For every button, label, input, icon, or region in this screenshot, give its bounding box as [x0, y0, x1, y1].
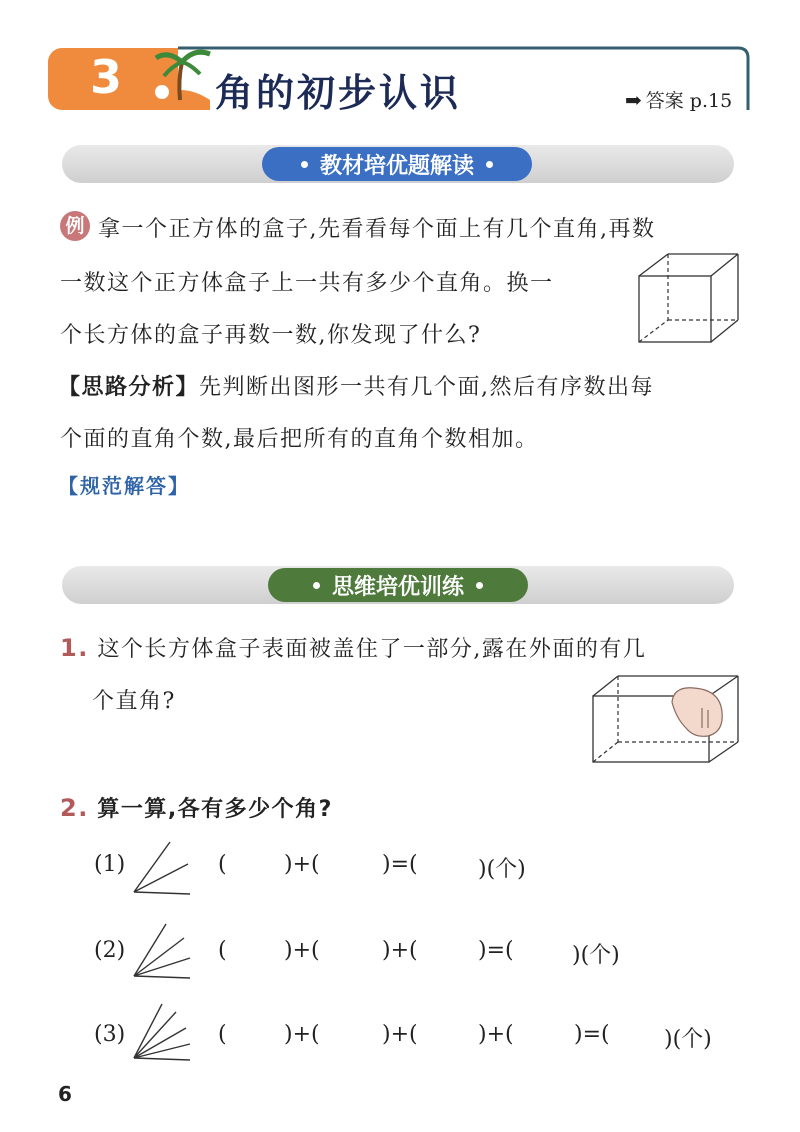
example-text-line: 一数这个正方体盒子上一共有多少个直角。换一 [60, 271, 554, 296]
item-label: (2) [94, 938, 126, 963]
blank-slot[interactable]: )(个) [664, 1027, 712, 1052]
example-text-line: 拿一个正方体的盒子,先看看每个面上有几个直角,再数 [98, 217, 656, 242]
angle-figure-2 [130, 920, 194, 982]
blank-slot[interactable]: )+( [284, 938, 320, 963]
blank-slot[interactable]: )=( [382, 852, 418, 877]
blank-slot[interactable]: )(个) [572, 943, 620, 968]
analysis-text-line: 个面的直角个数,最后把所有的直角个数相加。 [60, 427, 539, 452]
blank-slot[interactable]: ( [218, 1022, 227, 1047]
blank-slot[interactable]: )+( [382, 938, 418, 963]
blank-slot[interactable]: )+( [284, 852, 320, 877]
analysis-tag: 【思路分析】 [58, 375, 200, 400]
example-text-line: 个长方体的盒子再数一数,你发现了什么? [60, 323, 482, 348]
dot-icon [476, 582, 483, 589]
dot-icon [486, 161, 493, 168]
palm-tree-icon [150, 40, 220, 110]
dot-icon [313, 582, 320, 589]
question-1-line2: 个直角? [92, 689, 176, 714]
blank-slot[interactable]: ( [218, 938, 227, 963]
answer-reference[interactable] [625, 86, 732, 113]
section-title-textbook [262, 147, 532, 181]
section-title-training [268, 568, 528, 602]
question-number: 1. [60, 634, 89, 662]
page-title: 角的初步认识 [215, 71, 462, 115]
blank-slot[interactable]: )(个) [478, 857, 526, 882]
blank-slot[interactable]: )=( [574, 1022, 610, 1047]
page-number: 6 [58, 1082, 72, 1106]
question-1 [60, 632, 646, 663]
question-text: 这个长方体盒子表面被盖住了一部分,露在外面的有几 [97, 637, 647, 662]
analysis-text-line [58, 370, 654, 401]
item-label: (3) [94, 1022, 126, 1047]
dot-icon [301, 161, 308, 168]
blank-slot[interactable]: )+( [284, 1022, 320, 1047]
example-badge: 例 [60, 211, 90, 241]
section-title-text: 教材培优题解读 [319, 153, 474, 179]
blank-slot[interactable]: )+( [382, 1022, 418, 1047]
angle-figure-3 [130, 1000, 194, 1064]
blank-slot[interactable]: ( [218, 852, 227, 877]
analysis-text: 先判断出图形一共有几个面,然后有序数出每 [199, 375, 655, 400]
covered-box-figure [590, 672, 742, 766]
blank-slot[interactable]: )=( [478, 938, 514, 963]
blank-slot[interactable]: )+( [478, 1022, 514, 1047]
section-title-text: 思维培优训练 [331, 574, 464, 600]
cube-figure [636, 250, 742, 346]
item-label: (1) [94, 852, 126, 877]
arrow-right-icon: ➡ [625, 88, 642, 112]
question-number: 2. [60, 794, 89, 822]
answer-reference-text: 答案 p.15 [645, 90, 733, 112]
covering-hand-shape [672, 688, 722, 737]
chapter-number: 3 [89, 50, 122, 104]
question-text: 算一算,各有多少个角? [97, 797, 333, 822]
angle-figure-1 [130, 838, 194, 898]
answer-tag: 【规范解答】 [58, 474, 190, 498]
question-2 [60, 792, 333, 823]
